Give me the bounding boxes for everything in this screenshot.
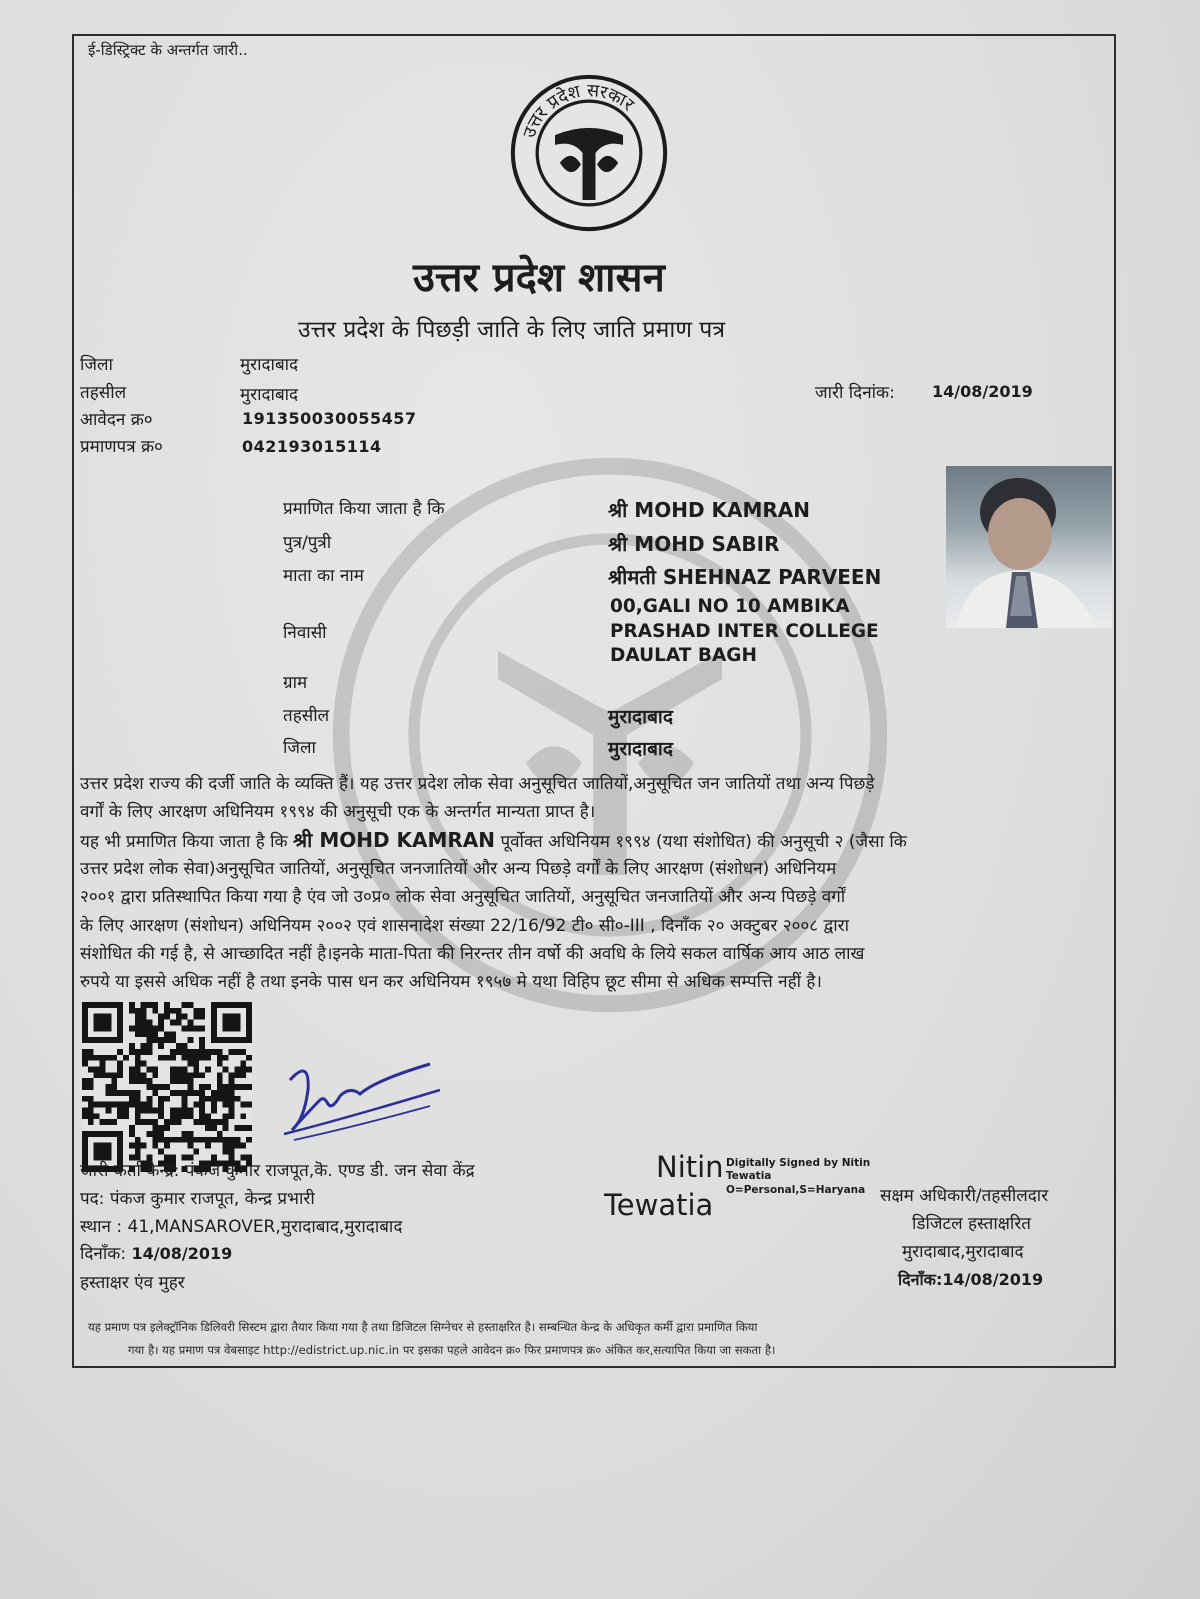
- issuer-date-value: 14/08/2019: [131, 1244, 233, 1263]
- body-line-3-pre: यह भी प्रमाणित किया जाता है कि: [80, 832, 288, 852]
- address-line-2: PRASHAD INTER COLLEGE: [610, 621, 879, 642]
- mother-label: माता का नाम: [283, 566, 364, 586]
- svg-text:उत्तर प्रदेश सरकार: उत्तर प्रदेश सरकार: [518, 80, 639, 141]
- details-tehsil-label: तहसील: [283, 706, 330, 726]
- digital-signer-last-name: Tewatia: [604, 1188, 714, 1222]
- digitally-signed-by-surname: Tewatia: [726, 1170, 772, 1182]
- certificate-number-label: प्रमाणपत्र क्र०: [80, 437, 163, 457]
- address-line-3: DAULAT BAGH: [610, 645, 757, 666]
- body-line-3: [80, 826, 1110, 856]
- issue-date-label: जारी दिनांक:: [815, 383, 895, 403]
- body-line-8: रुपये या इससे अधिक नहीं है तथा इनके पास धन कर अधिनियम १९५७ मे यथा विहिप छूट सीमा से अधिक सम्पत्ति नहीं है।: [80, 972, 822, 992]
- digital-signer-first-name: Nitin: [656, 1150, 724, 1184]
- details-district-value: मुरादाबाद: [608, 738, 673, 760]
- body-line-6: के लिए आरक्षण (संशोधन) अधिनियम २००२ एवं शासनादेश संख्या 22/16/92 टी० सी०-III , दिनाँक २० अक्टुबर २००८ द्वारा: [80, 916, 850, 936]
- issuing-centre: जारी कर्ता केन्द्र: पंकज कुमार राजपूत,कॆ. एण्ड डी. जन सेवा केंद्र: [80, 1161, 475, 1181]
- issuer-place: स्थान : 41,MANSAROVER,मुरादाबाद,मुरादाबाद: [80, 1217, 403, 1237]
- body-line-7: संशोधित की गई है, से आच्छादित नहीं है।इनके माता-पिता की निरन्तर तीन वर्षो की अवधि के लिये सकल वार्षिक आय आठ लाख: [80, 944, 865, 964]
- mother-name: श्रीमती SHEHNAZ PARVEEN: [608, 565, 882, 589]
- district-label: जिला: [80, 355, 113, 375]
- footer-line-1: यह प्रमाण पत्र इलेक्ट्रॉनिक डिलिवरी सिस्टम द्वारा तैयार किया गया है तथा डिजिटल सिग्नेचर से हस्ताक्षरित है। सम्बन्धित केन्द्र के अधिकृत कर्मी द्वारा प्रमाणित किया: [88, 1320, 758, 1334]
- applicant-name: श्री MOHD KAMRAN: [608, 498, 811, 522]
- address-line-1: 00,GALI NO 10 AMBIKA: [610, 596, 850, 617]
- signature-dn: O=Personal,S=Haryana: [726, 1184, 866, 1196]
- son-daughter-label: पुत्र/पुत्री: [283, 533, 332, 553]
- authority-title: सक्षम अधिकारी/तहसीलदार: [880, 1186, 1049, 1206]
- tehsil-value: मुरादाबाद: [240, 385, 299, 405]
- tehsil-label: तहसील: [80, 383, 127, 403]
- body-line-2: वर्गों के लिए आरक्षण अधिनियम १९९४ की अनुसूची एक के अन्तर्गत मान्यता प्राप्त है।: [80, 802, 596, 822]
- government-title: उत्तर प्रदेश शासन: [413, 255, 665, 301]
- up-government-emblem: [508, 72, 670, 234]
- issue-date-value: 14/08/2019: [932, 382, 1033, 401]
- qr-code: [82, 1002, 252, 1172]
- certificate-title: उत्तर प्रदेश के पिछड़ी जाति के लिए जाति प्रमाण पत्र: [298, 317, 726, 343]
- applicant-photo: [946, 466, 1112, 628]
- authority-digital: डिजिटल हस्ताक्षरित: [912, 1214, 1031, 1234]
- footer-line-2: गया है। यह प्रमाण पत्र वेबसाइट http://edistrict.up.nic.in पर इसका पहले आवेदन क्र० फिर प्रमाणपत्र क्र० अंकित कर,सत्यापित किया जा सकता है।: [128, 1343, 776, 1357]
- issuer-date: [80, 1241, 232, 1264]
- issuer-date-label: दिनाँक:: [80, 1244, 127, 1264]
- issuer-post: पद: पंकज कुमार राजपूत, केन्द्र प्रभारी: [80, 1189, 315, 1209]
- body-line-3-post: पूर्वोक्त अधिनियम १९९४ (यथा संशोधित) की अनुसूची २ (जैसा कि: [500, 832, 907, 852]
- details-tehsil-value: मुरादाबाद: [608, 706, 673, 728]
- authority-place: मुरादाबाद,मुरादाबाद: [902, 1242, 1024, 1262]
- digitally-signed-by: Digitally Signed by Nitin: [726, 1157, 871, 1169]
- body-line-4: उत्तर प्रदेश लोक सेवा)अनुसूचित जातियों, अनुसूचित जनजातियों और अन्य पिछड़े वर्गों के लिए आरक्षण (संशोधन) अधिनियम: [80, 859, 837, 879]
- village-label: ग्राम: [283, 673, 308, 693]
- certificate-number: 042193015114: [242, 437, 382, 456]
- father-name: श्री MOHD SABIR: [608, 532, 780, 556]
- district-value: मुरादाबाद: [240, 355, 299, 375]
- details-district-label: जिला: [283, 738, 316, 758]
- certified-label: प्रमाणित किया जाता है कि: [283, 499, 445, 519]
- application-label: आवेदन क्र०: [80, 410, 153, 430]
- issued-under-text: ई-डिस्ट्रिक्ट के अन्तर्गत जारी..: [88, 41, 248, 59]
- body-line-1: उत्तर प्रदेश राज्य की दर्जी जाति के व्यक्ति हैं। यह उत्तर प्रदेश लोक सेवा अनुसूचित जातियों,अनुसूचित जन जातियों तथा अन्य पिछड़े: [80, 774, 875, 794]
- body-applicant-name: श्री MOHD KAMRAN: [293, 828, 496, 852]
- body-line-5: २००१ द्वारा प्रतिस्थापित किया गया है एंव जो उ०प्र० लोक सेवा अनुसूचित जातियों, अनुसूचित जनजातियों और अन्य पिछड़े वर्गों: [80, 887, 846, 907]
- authority-date: दिनाँक:14/08/2019: [898, 1270, 1044, 1289]
- resident-label: निवासी: [283, 623, 327, 643]
- handwritten-signature: [280, 1050, 450, 1150]
- sign-and-seal-label: हस्ताक्षर एंव मुहर: [80, 1273, 185, 1293]
- application-number: 191350030055457: [242, 409, 417, 428]
